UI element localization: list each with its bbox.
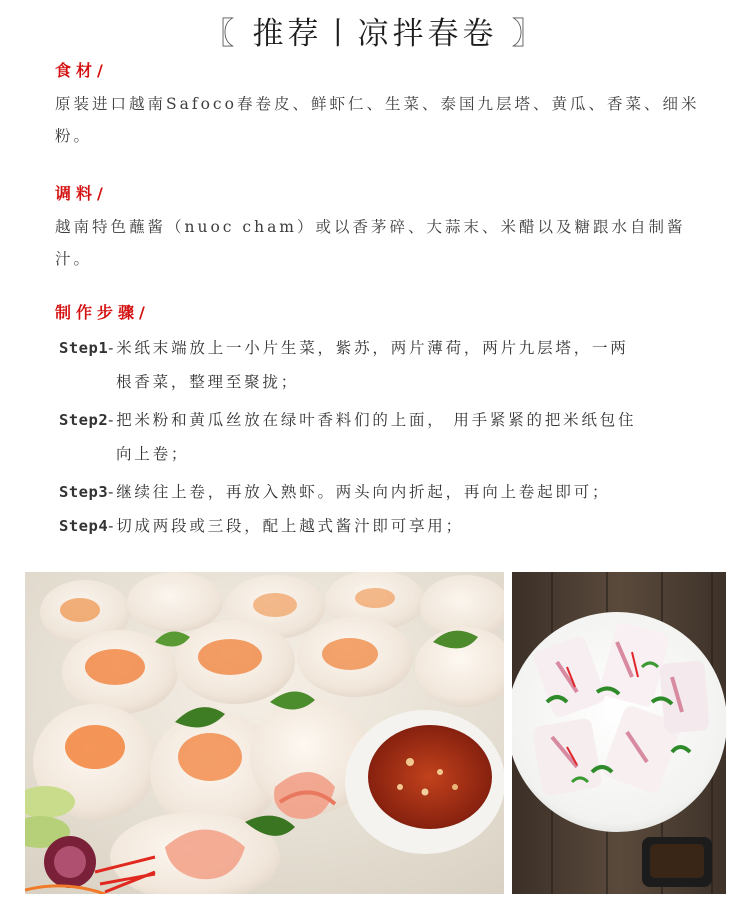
title-left-bracket: 〖 xyxy=(203,16,239,52)
step-label: Step2 xyxy=(59,411,109,429)
ingredients-heading: 食材/ xyxy=(55,61,108,80)
step-text: -切成两段或三段，配上越式酱汁即可享用； xyxy=(108,517,464,535)
spring-rolls-plate-photo xyxy=(512,572,726,894)
step-item xyxy=(59,331,709,399)
step-item xyxy=(59,475,709,509)
seasoning-heading: 调料/ xyxy=(55,184,108,203)
step-text-continued: 根香菜，整理至聚拢； xyxy=(116,373,300,391)
step-text-continued: 向上卷； xyxy=(116,445,190,463)
ingredients-text: 原装进口越南Safoco春卷皮、鲜虾仁、生菜、泰国九层塔、黄瓜、香菜、细米粉。 xyxy=(55,95,700,145)
step-text: -继续往上卷，再放入熟虾。两头向内折起，再向上卷起即可； xyxy=(108,483,611,501)
title-text: 推荐丨凉拌春卷 xyxy=(252,16,498,52)
spring-rolls-platter-photo xyxy=(25,572,504,894)
step-label: Step1 xyxy=(59,339,109,357)
step-label: Step3 xyxy=(59,483,109,501)
steps-heading: 制作步骤/ xyxy=(55,303,150,322)
step-item xyxy=(59,403,709,471)
step-text: -米纸末端放上一小片生菜，紫苏，两片薄荷，两片九层塔，一两 xyxy=(108,339,629,357)
step-text: -把米粉和黄瓜丝放在绿叶香料们的上面， 用手紧紧的把米纸包住 xyxy=(108,411,637,429)
title-right-bracket: 〗 xyxy=(511,16,547,52)
step-item xyxy=(59,509,709,543)
page-title xyxy=(0,8,750,53)
seasoning-text: 越南特色蘸酱（nuoc cham）或以香茅碎、大蒜末、米醋以及糖跟水自制酱汁。 xyxy=(55,218,686,268)
step-label: Step4 xyxy=(59,517,109,535)
